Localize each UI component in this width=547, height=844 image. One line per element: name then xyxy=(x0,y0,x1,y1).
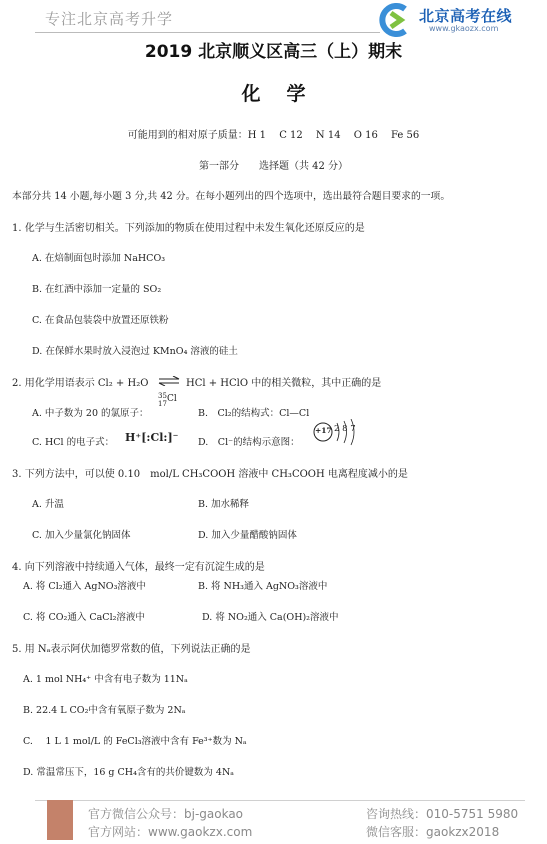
q3-option-c: C. 加入少量氯化钠固体 xyxy=(32,530,131,541)
q2-a-symbol: Cl xyxy=(167,394,177,404)
equilibrium-arrow-icon xyxy=(158,376,180,386)
q2-stem-part1: 2. 用化学用语表示 Cl₂ + H₂O xyxy=(12,378,149,389)
q1-option-d: D. 在保鲜水果时放入浸泡过 KMnO₄ 溶液的硅土 xyxy=(32,346,238,357)
chloride-nucleus-charge: +17 xyxy=(315,426,332,435)
q5-option-c: C. 1 L 1 mol/L 的 FeCl₃溶液中含有 Fe³⁺数为 Nₐ xyxy=(23,736,247,747)
logo-icon xyxy=(375,3,415,37)
part-title: 第一部分 选择题（共 42 分） xyxy=(198,161,349,172)
chloride-shell-electrons: 2 8 7 xyxy=(334,424,356,434)
q2-c-electron-formula: H⁺[:Cl:]⁻ xyxy=(125,431,179,444)
q3-stem: 3. 下列方法中，可以使 0.10 mol/L CH₃COOH 溶液中 CH₃COOH 电离程度减小的是 xyxy=(12,469,408,480)
header-slogan: 专注北京高考升学 xyxy=(45,10,174,28)
site-logo[interactable] xyxy=(375,2,525,38)
q2-stem-part2: HCl + HClO 中的相关微粒，其中正确的是 xyxy=(186,378,382,389)
q5-stem: 5. 用 Nₐ表示阿伏加德罗常数的值，下列说法正确的是 xyxy=(12,644,251,655)
q2-option-b: B. Cl₂的结构式：Cl—Cl xyxy=(198,408,310,419)
q2-option-c: C. HCl 的电子式： xyxy=(32,437,115,448)
exam-title: 2019 北京顺义区高三（上）期末 xyxy=(144,42,403,62)
q4-option-c: C. 将 CO₂通入 CaCl₂溶液中 xyxy=(23,612,145,623)
q2-option-d: D. Cl⁻的结构示意图： xyxy=(198,437,300,448)
footer-accent-bar xyxy=(47,800,73,840)
logo-text: 北京高考在线 xyxy=(419,7,513,25)
q3-option-d: D. 加入少量醋酸钠固体 xyxy=(198,530,297,541)
q2-a-atomic-number: 17 xyxy=(158,400,167,408)
q1-option-c: C. 在食品包装袋中放置还原铁粉 xyxy=(32,315,169,326)
q4-option-d: D. 将 NO₂通入 Ca(OH)₂溶液中 xyxy=(202,612,339,623)
footer-wechat: 官方微信公众号：bj-gaokao xyxy=(88,807,244,821)
header-divider xyxy=(35,32,380,33)
footer-website[interactable]: 官方网站：www.gaokzx.com xyxy=(88,825,253,839)
q1-stem: 1. 化学与生活密切相关。下列添加的物质在使用过程中未发生氧化还原反应的是 xyxy=(12,223,365,234)
q3-option-a: A. 升温 xyxy=(32,499,64,510)
q5-option-b: B. 22.4 L CO₂中含有氧原子数为 2Nₐ xyxy=(23,705,186,716)
q1-option-a: A. 在焙制面包时添加 NaHCO₃ xyxy=(32,253,166,264)
q1-option-b: B. 在红酒中添加一定量的 SO₂ xyxy=(32,284,162,295)
q5-option-a: A. 1 mol NH₄⁺ 中含有电子数为 11Nₐ xyxy=(23,674,188,685)
logo-url: www.gkaozx.com xyxy=(429,24,499,33)
q2-option-a: A. 中子数为 20 的氯原子： xyxy=(32,408,149,419)
q4-option-b: B. 将 NH₃通入 AgNO₃溶液中 xyxy=(198,581,328,592)
q2-a-mass-number: 35 xyxy=(158,392,167,400)
q4-stem: 4. 向下列溶液中持续通入气体，最终一定有沉淀生成的是 xyxy=(12,562,265,573)
footer-divider xyxy=(35,800,525,801)
instructions: 本部分共 14 小题,每小题 3 分,共 42 分。在每小题列出的四个选项中，选出最符合题目要求的一项。 xyxy=(12,191,451,202)
footer-hotline: 咨询热线：010-5751 5980 xyxy=(366,807,519,821)
subject-title: 化学 xyxy=(241,83,332,105)
q3-option-b: B. 加水稀释 xyxy=(198,499,250,510)
q5-option-d: D. 常温常压下，16 g CH₄含有的共价键数为 4Nₐ xyxy=(23,767,234,778)
footer-service: 微信客服：gaokzx2018 xyxy=(366,825,500,839)
atomic-masses: 可能用到的相对原子质量：H 1 C 12 N 14 O 16 Fe 56 xyxy=(127,130,420,141)
q4-option-a: A. 将 Cl₂通入 AgNO₃溶液中 xyxy=(23,581,146,592)
